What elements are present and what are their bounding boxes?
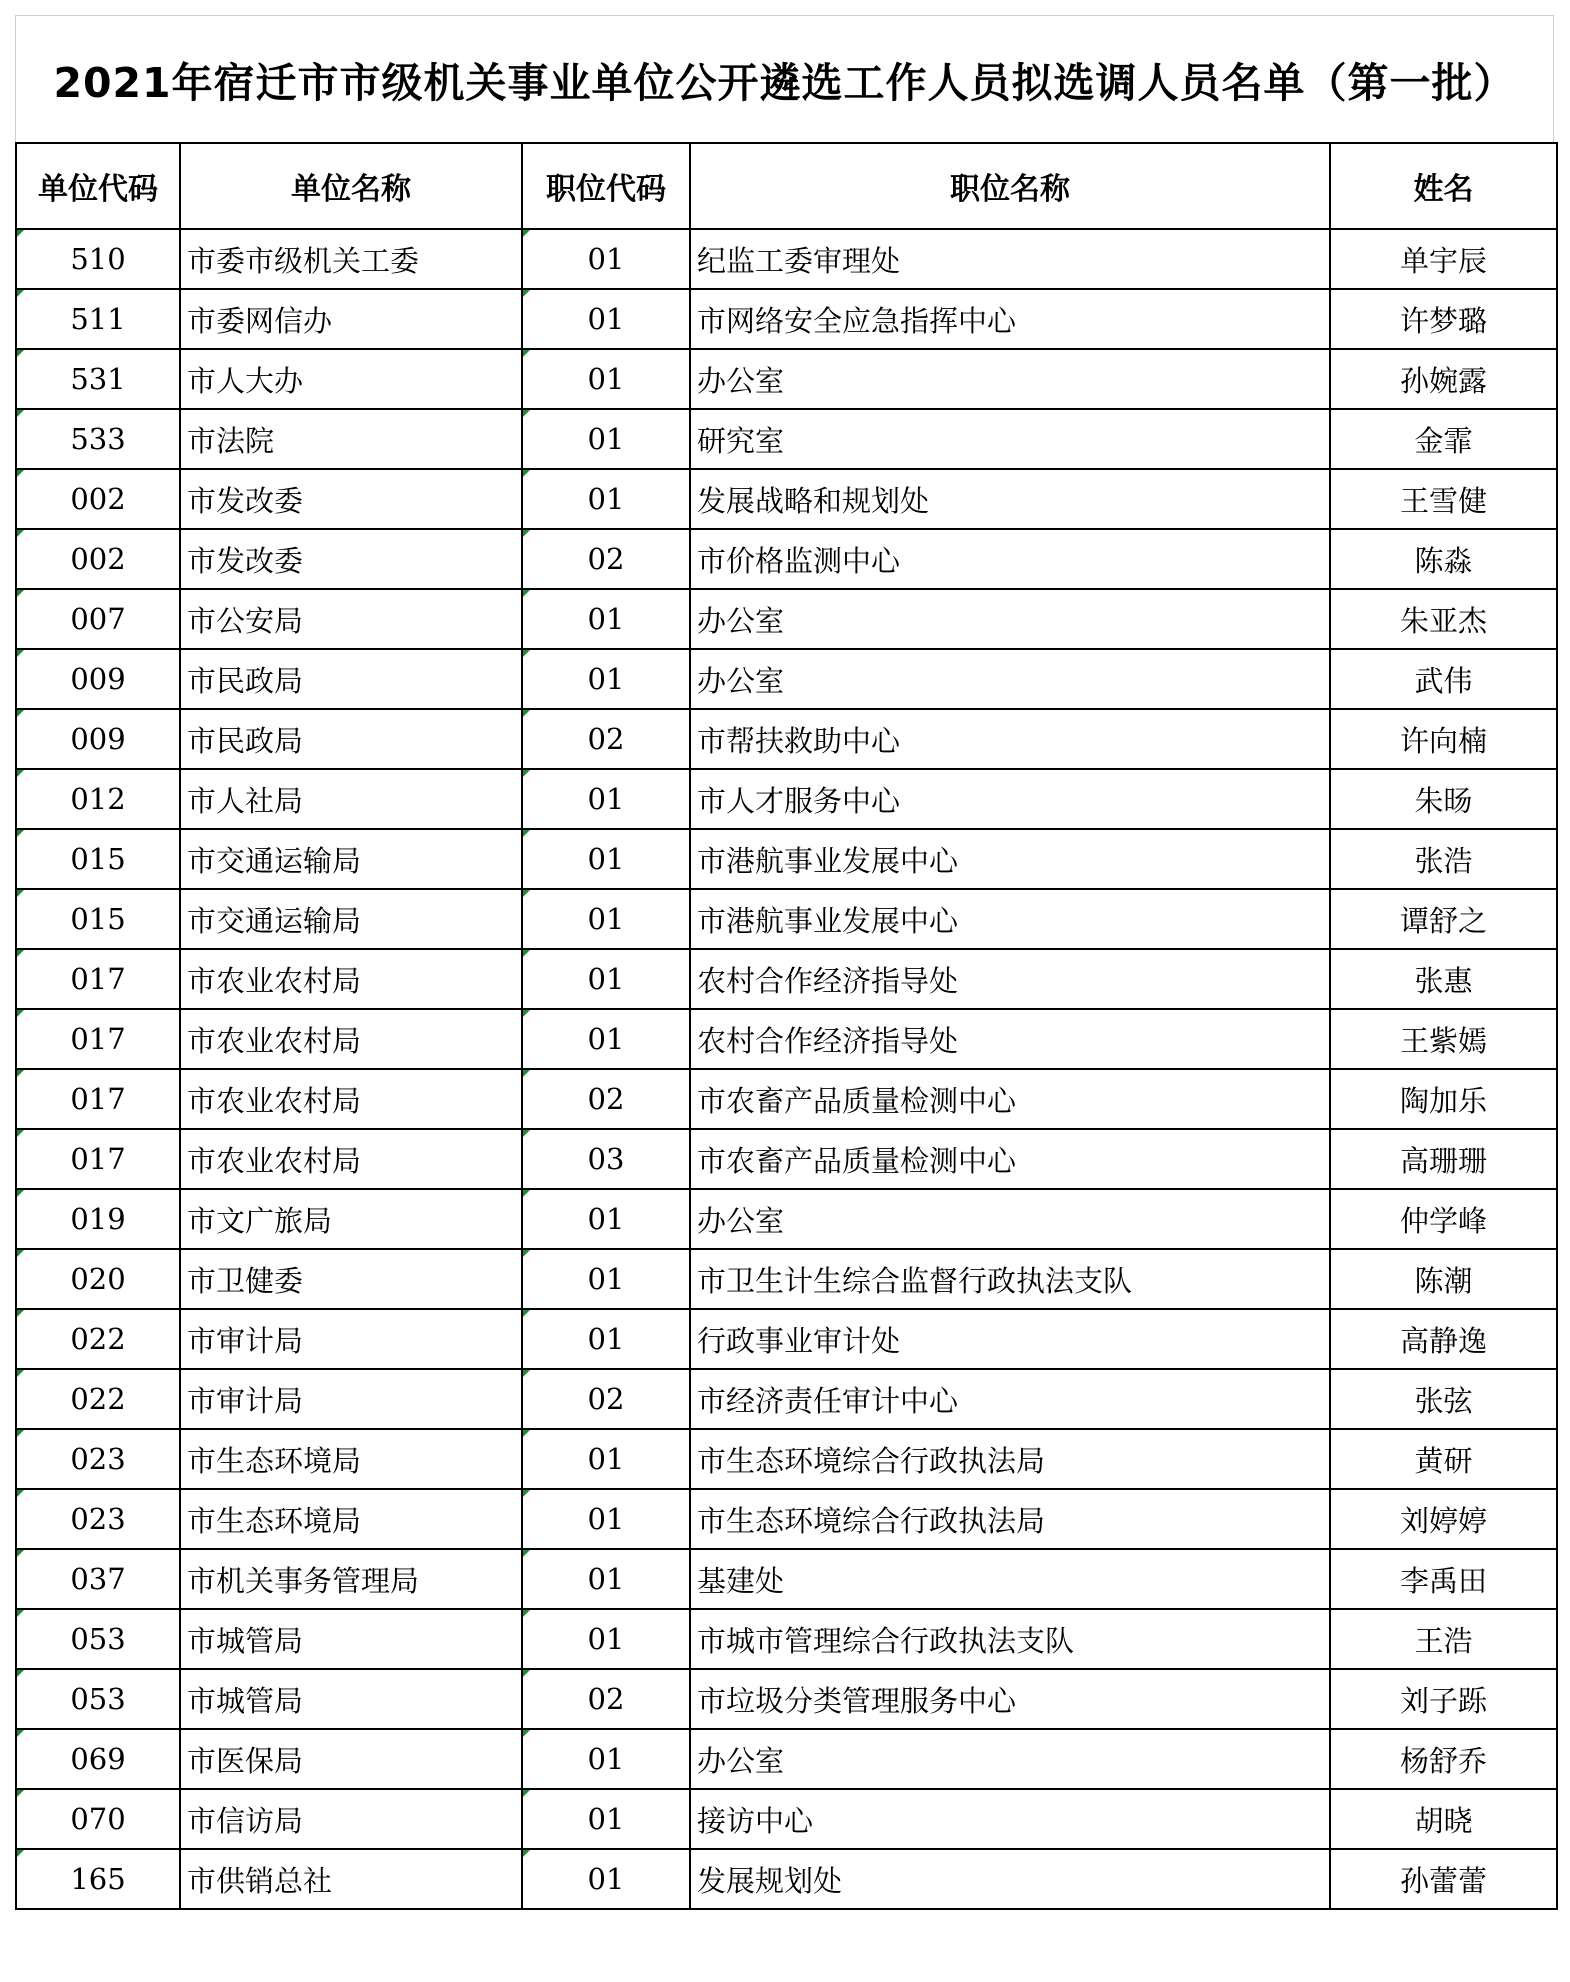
table-row	[16, 709, 1557, 769]
cell-post-code: 01	[522, 649, 690, 709]
table-row	[16, 409, 1557, 469]
cell-unit-code: 070	[16, 1789, 180, 1849]
cell-name: 张浩	[1330, 829, 1557, 889]
table-row	[16, 769, 1557, 829]
cell-name: 武伟	[1330, 649, 1557, 709]
cell-name: 张弦	[1330, 1369, 1557, 1429]
cell-unit-code: 020	[16, 1249, 180, 1309]
cell-unit-code: 017	[16, 1009, 180, 1069]
cell-unit-code: 023	[16, 1429, 180, 1489]
cell-post-name: 市经济责任审计中心	[690, 1369, 1330, 1429]
cell-name: 王紫嫣	[1330, 1009, 1557, 1069]
cell-name: 许向楠	[1330, 709, 1557, 769]
document-title: 2021年宿迁市市级机关事业单位公开遴选工作人员拟选调人员名单（第一批）	[53, 58, 1516, 107]
cell-name: 孙婉露	[1330, 349, 1557, 409]
cell-post-name: 行政事业审计处	[690, 1309, 1330, 1369]
cell-name: 张惠	[1330, 949, 1557, 1009]
cell-post-code: 01	[522, 1729, 690, 1789]
table-row	[16, 1789, 1557, 1849]
cell-post-code: 01	[522, 589, 690, 649]
table-row	[16, 529, 1557, 589]
cell-post-name: 办公室	[690, 1189, 1330, 1249]
cell-post-code: 01	[522, 1429, 690, 1489]
cell-unit-code: 009	[16, 649, 180, 709]
table-row	[16, 889, 1557, 949]
cell-unit-code: 015	[16, 889, 180, 949]
cell-post-name: 市生态环境综合行政执法局	[690, 1489, 1330, 1549]
cell-post-name: 发展规划处	[690, 1849, 1330, 1909]
cell-unit-name: 市交通运输局	[180, 889, 522, 949]
cell-name: 李禹田	[1330, 1549, 1557, 1609]
cell-name: 王雪健	[1330, 469, 1557, 529]
cell-unit-code: 009	[16, 709, 180, 769]
cell-post-code: 01	[522, 1849, 690, 1909]
cell-unit-name: 市委网信办	[180, 289, 522, 349]
cell-post-code: 02	[522, 1069, 690, 1129]
cell-post-name: 农村合作经济指导处	[690, 949, 1330, 1009]
cell-post-code: 01	[522, 1009, 690, 1069]
table-row	[16, 829, 1557, 889]
cell-post-code: 01	[522, 409, 690, 469]
cell-unit-name: 市民政局	[180, 709, 522, 769]
cell-unit-code: 510	[16, 229, 180, 289]
header-post-name: 职位名称	[690, 143, 1330, 229]
cell-unit-name: 市发改委	[180, 529, 522, 589]
cell-post-name: 接访中心	[690, 1789, 1330, 1849]
cell-post-name: 市港航事业发展中心	[690, 829, 1330, 889]
cell-unit-code: 511	[16, 289, 180, 349]
cell-post-name: 纪监工委审理处	[690, 229, 1330, 289]
cell-name: 刘子跞	[1330, 1669, 1557, 1729]
table-row	[16, 1669, 1557, 1729]
cell-post-code: 01	[522, 769, 690, 829]
cell-post-code: 01	[522, 1609, 690, 1669]
cell-name: 陶加乐	[1330, 1069, 1557, 1129]
table-row	[16, 1849, 1557, 1909]
table-row	[16, 1729, 1557, 1789]
table-row	[16, 349, 1557, 409]
cell-unit-name: 市信访局	[180, 1789, 522, 1849]
cell-post-code: 01	[522, 889, 690, 949]
header-row	[16, 143, 1557, 229]
cell-name: 朱亚杰	[1330, 589, 1557, 649]
table-row	[16, 469, 1557, 529]
cell-post-code: 01	[522, 1549, 690, 1609]
cell-unit-code: 531	[16, 349, 180, 409]
cell-post-name: 市城市管理综合行政执法支队	[690, 1609, 1330, 1669]
cell-unit-code: 022	[16, 1369, 180, 1429]
cell-post-name: 农村合作经济指导处	[690, 1009, 1330, 1069]
cell-name: 单宇辰	[1330, 229, 1557, 289]
cell-unit-code: 012	[16, 769, 180, 829]
cell-unit-name: 市民政局	[180, 649, 522, 709]
cell-unit-name: 市卫健委	[180, 1249, 522, 1309]
cell-post-name: 市帮扶救助中心	[690, 709, 1330, 769]
cell-unit-code: 022	[16, 1309, 180, 1369]
cell-unit-name: 市城管局	[180, 1669, 522, 1729]
cell-unit-name: 市交通运输局	[180, 829, 522, 889]
table-row	[16, 1189, 1557, 1249]
header-name: 姓名	[1330, 143, 1557, 229]
cell-unit-name: 市法院	[180, 409, 522, 469]
table-row	[16, 1069, 1557, 1129]
header-unit-code: 单位代码	[16, 143, 180, 229]
cell-post-code: 02	[522, 1669, 690, 1729]
cell-post-name: 市港航事业发展中心	[690, 889, 1330, 949]
cell-unit-name: 市审计局	[180, 1369, 522, 1429]
cell-unit-code: 053	[16, 1609, 180, 1669]
candidate-table	[15, 142, 1558, 1910]
cell-unit-name: 市生态环境局	[180, 1489, 522, 1549]
header-unit-name: 单位名称	[180, 143, 522, 229]
table-row	[16, 1489, 1557, 1549]
cell-name: 刘婷婷	[1330, 1489, 1557, 1549]
table-row	[16, 1309, 1557, 1369]
cell-unit-code: 017	[16, 1069, 180, 1129]
cell-unit-code: 053	[16, 1669, 180, 1729]
cell-unit-code: 023	[16, 1489, 180, 1549]
cell-name: 黄研	[1330, 1429, 1557, 1489]
cell-unit-name: 市文广旅局	[180, 1189, 522, 1249]
cell-unit-code: 533	[16, 409, 180, 469]
cell-unit-name: 市委市级机关工委	[180, 229, 522, 289]
cell-name: 谭舒之	[1330, 889, 1557, 949]
cell-post-name: 办公室	[690, 649, 1330, 709]
cell-post-name: 市农畜产品质量检测中心	[690, 1129, 1330, 1189]
cell-name: 朱旸	[1330, 769, 1557, 829]
cell-post-code: 02	[522, 709, 690, 769]
table-row	[16, 1429, 1557, 1489]
cell-unit-name: 市农业农村局	[180, 1129, 522, 1189]
cell-unit-code: 007	[16, 589, 180, 649]
cell-post-code: 01	[522, 1309, 690, 1369]
cell-name: 孙蕾蕾	[1330, 1849, 1557, 1909]
cell-name: 仲学峰	[1330, 1189, 1557, 1249]
cell-unit-code: 069	[16, 1729, 180, 1789]
cell-post-code: 01	[522, 1789, 690, 1849]
cell-name: 胡晓	[1330, 1789, 1557, 1849]
cell-unit-name: 市人社局	[180, 769, 522, 829]
cell-post-name: 市生态环境综合行政执法局	[690, 1429, 1330, 1489]
cell-post-code: 01	[522, 289, 690, 349]
cell-post-code: 01	[522, 469, 690, 529]
cell-post-code: 02	[522, 1369, 690, 1429]
cell-unit-name: 市供销总社	[180, 1849, 522, 1909]
table-row	[16, 1549, 1557, 1609]
cell-post-name: 市农畜产品质量检测中心	[690, 1069, 1330, 1129]
cell-post-name: 办公室	[690, 589, 1330, 649]
cell-name: 陈潮	[1330, 1249, 1557, 1309]
cell-post-name: 市价格监测中心	[690, 529, 1330, 589]
cell-post-code: 01	[522, 1489, 690, 1549]
cell-post-code: 01	[522, 1189, 690, 1249]
cell-unit-code: 002	[16, 469, 180, 529]
cell-post-name: 市垃圾分类管理服务中心	[690, 1669, 1330, 1729]
cell-name: 高珊珊	[1330, 1129, 1557, 1189]
cell-post-code: 01	[522, 949, 690, 1009]
header-post-code: 职位代码	[522, 143, 690, 229]
cell-unit-name: 市农业农村局	[180, 1009, 522, 1069]
cell-post-name: 基建处	[690, 1549, 1330, 1609]
cell-unit-code: 015	[16, 829, 180, 889]
cell-post-code: 01	[522, 1249, 690, 1309]
cell-post-name: 市网络安全应急指挥中心	[690, 289, 1330, 349]
cell-unit-code: 037	[16, 1549, 180, 1609]
cell-post-code: 01	[522, 229, 690, 289]
cell-unit-code: 002	[16, 529, 180, 589]
cell-unit-name: 市发改委	[180, 469, 522, 529]
table-row	[16, 1009, 1557, 1069]
table-row	[16, 1249, 1557, 1309]
table-row	[16, 949, 1557, 1009]
table-row	[16, 1609, 1557, 1669]
table-row	[16, 589, 1557, 649]
cell-post-code: 02	[522, 529, 690, 589]
cell-name: 金霏	[1330, 409, 1557, 469]
cell-unit-name: 市机关事务管理局	[180, 1549, 522, 1609]
cell-unit-name: 市医保局	[180, 1729, 522, 1789]
document-sheet	[15, 15, 1556, 1970]
table-row	[16, 289, 1557, 349]
table-row	[16, 649, 1557, 709]
cell-unit-code: 019	[16, 1189, 180, 1249]
cell-unit-name: 市农业农村局	[180, 949, 522, 1009]
cell-unit-name: 市生态环境局	[180, 1429, 522, 1489]
cell-post-name: 市卫生计生综合监督行政执法支队	[690, 1249, 1330, 1309]
cell-unit-name: 市审计局	[180, 1309, 522, 1369]
cell-post-name: 办公室	[690, 1729, 1330, 1789]
title-box	[15, 15, 1554, 142]
cell-unit-name: 市城管局	[180, 1609, 522, 1669]
cell-unit-name: 市公安局	[180, 589, 522, 649]
cell-name: 杨舒乔	[1330, 1729, 1557, 1789]
table-row	[16, 1129, 1557, 1189]
table-row	[16, 1369, 1557, 1429]
cell-post-name: 办公室	[690, 349, 1330, 409]
cell-unit-name: 市人大办	[180, 349, 522, 409]
cell-post-name: 发展战略和规划处	[690, 469, 1330, 529]
cell-name: 王浩	[1330, 1609, 1557, 1669]
cell-name: 高静逸	[1330, 1309, 1557, 1369]
cell-unit-code: 165	[16, 1849, 180, 1909]
cell-name: 许梦璐	[1330, 289, 1557, 349]
cell-unit-name: 市农业农村局	[180, 1069, 522, 1129]
cell-post-code: 01	[522, 829, 690, 889]
cell-post-code: 01	[522, 349, 690, 409]
cell-post-code: 03	[522, 1129, 690, 1189]
cell-post-name: 市人才服务中心	[690, 769, 1330, 829]
cell-post-name: 研究室	[690, 409, 1330, 469]
cell-unit-code: 017	[16, 949, 180, 1009]
cell-name: 陈淼	[1330, 529, 1557, 589]
table-row	[16, 229, 1557, 289]
cell-unit-code: 017	[16, 1129, 180, 1189]
